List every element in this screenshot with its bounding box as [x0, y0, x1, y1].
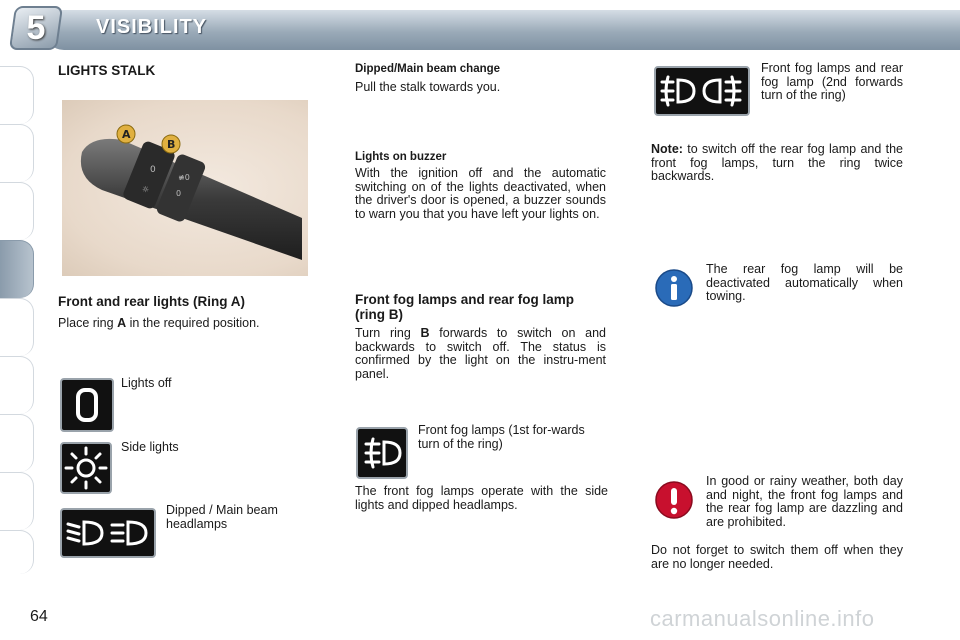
ring-a-text: Place ring A in the required position. — [58, 316, 260, 330]
side-tab-1[interactable] — [0, 66, 34, 124]
warning-icon — [654, 480, 694, 520]
side-tab-4-active[interactable] — [0, 240, 34, 298]
front-fog-note: The front fog lamps operate with the side lights and dipped headlamps. — [355, 484, 608, 512]
dipped-main-beam-title: Dipped/Main beam change — [355, 63, 501, 75]
dipped-main-beam-text: Pull the stalk towards you. — [355, 80, 501, 94]
watermark: carmanualsonline.info — [650, 606, 875, 631]
dipped-main-beam-label: Dipped / Main beam headlamps — [166, 503, 278, 531]
chapter-number: 5 — [26, 9, 46, 47]
svg-text:☼: ☼ — [142, 185, 150, 194]
ring-a-title: Front and rear lights (Ring A) — [58, 294, 245, 309]
dipped-main-beam-icon — [60, 508, 156, 558]
lights-stalk-title: LIGHTS STALK — [58, 63, 156, 78]
side-tab-6[interactable] — [0, 356, 34, 414]
photo-label-a: A — [122, 128, 131, 141]
warning-text-b: Do not forget to switch them off when they are no longer needed. — [651, 543, 903, 571]
lights-stalk-photo — [62, 100, 308, 276]
side-lights-label: Side lights — [121, 440, 179, 454]
side-tab-9[interactable] — [0, 530, 34, 574]
info-text: The rear fog lamp will be deactivated automatically when towing. — [706, 262, 903, 303]
photo-label-b: B — [167, 138, 176, 151]
note-text: Note: to switch off the rear fog lamp and the front fog lamps, turn the ring twice backwards. — [651, 142, 903, 183]
svg-text:0: 0 — [150, 165, 156, 175]
warning-text-a: In good or rainy weather, both day and night, the front fog lamps and the rear fog lamp are dazzling and are prohibited. — [706, 474, 903, 529]
side-tab-7[interactable] — [0, 414, 34, 472]
svg-text:0: 0 — [176, 189, 182, 198]
side-tab-2[interactable] — [0, 124, 34, 182]
chapter-title: VISIBILITY — [96, 16, 208, 38]
lights-off-icon — [60, 378, 114, 432]
stalk-illustration — [62, 100, 308, 276]
buzzer-title: Lights on buzzer — [355, 151, 447, 163]
page-number: 64 — [30, 608, 48, 625]
front-rear-fog-icon — [654, 66, 750, 116]
buzzer-text: With the ignition off and the automatic switching on of the lights deactivated, when the driver's door is opened, a buzzer sounds to warn you that you have left your lights on. — [355, 166, 606, 221]
front-fog-icon — [356, 427, 408, 479]
lights-off-label: Lights off — [121, 376, 172, 390]
chapter-header — [0, 0, 960, 56]
svg-text:≢0: ≢0 — [178, 173, 190, 182]
side-tab-8[interactable] — [0, 472, 34, 530]
side-lights-icon — [60, 442, 112, 494]
front-fog-label: Front fog lamps (1st for-wards turn of the ring) — [418, 423, 585, 451]
front-rear-fog-label: Front fog lamps and rear fog lamp (2nd forwards turn of the ring) — [761, 61, 903, 102]
side-tab-5[interactable] — [0, 298, 34, 356]
fog-lamps-title: Front fog lamps and rear fog lamp (ring B) — [355, 292, 575, 322]
side-tab-3[interactable] — [0, 182, 34, 240]
fog-lamps-text: Turn ring B forwards to switch on and backwards to switch off. The status is confirmed by the light on the instru-ment panel. — [355, 326, 606, 381]
info-icon — [654, 268, 694, 308]
